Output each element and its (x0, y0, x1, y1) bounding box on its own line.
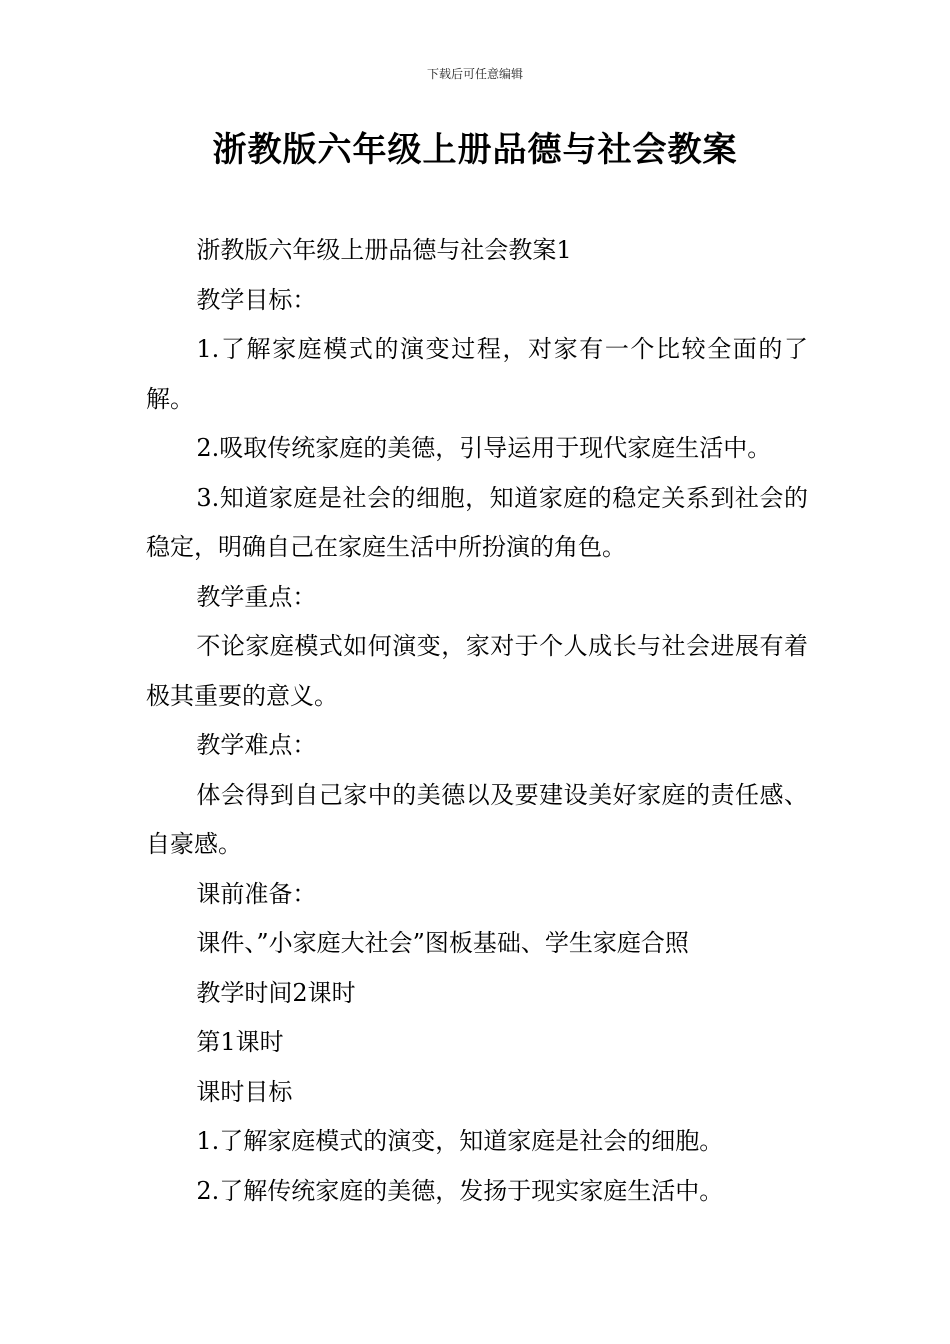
paragraph-lesson-objective-2: 2.了解传统家庭的美德，发扬于现实家庭生活中。 (196, 1176, 724, 1205)
paragraph-difficulties: 体会得到自己家中的美德以及要建设美好家庭的责任感、自豪感。 (146, 780, 808, 858)
paragraph-preparation-label: 课前准备： (196, 879, 317, 908)
document-title: 浙教版六年级上册品德与社会教案 (212, 130, 738, 170)
paragraph-objective-2: 2.吸取传统家庭的美德，引导运用于现代家庭生活中。 (196, 434, 772, 462)
document-body (146, 226, 808, 1216)
paragraph-lesson-1: 第1课时 (196, 1028, 284, 1056)
paragraph-key-points-label: 教学重点： (196, 582, 317, 611)
paragraph-preparation: 课件、”小家庭大社会”图板基础、学生家庭合照 (196, 929, 689, 957)
paragraph-lesson-objectives-label: 课时目标 (196, 1077, 293, 1106)
paragraph-objective-1: 1.了解家庭模式的演变过程，对家有一个比较全面的了解。 (146, 335, 808, 413)
paragraph-key-points: 不论家庭模式如何演变，家对于个人成长与社会进展有着极其重要的意义。 (146, 632, 808, 710)
paragraph-objective-3: 3.知道家庭是社会的细胞，知道家庭的稳定关系到社会的稳定，明确自己在家庭生活中所扮演的角色。 (146, 483, 808, 561)
paragraph-lesson-objective-1: 1.了解家庭模式的演变，知道家庭是社会的细胞。 (196, 1127, 724, 1155)
paragraph-objectives-label: 教学目标： (196, 285, 317, 314)
paragraph-lesson-heading: 浙教版六年级上册品德与社会教案1 (196, 236, 572, 264)
paragraph-difficulties-label: 教学难点： (196, 731, 317, 759)
paragraph-teaching-time: 教学时间2课时 (196, 978, 356, 1007)
header-note: 下载后可任意编辑 (426, 67, 523, 81)
